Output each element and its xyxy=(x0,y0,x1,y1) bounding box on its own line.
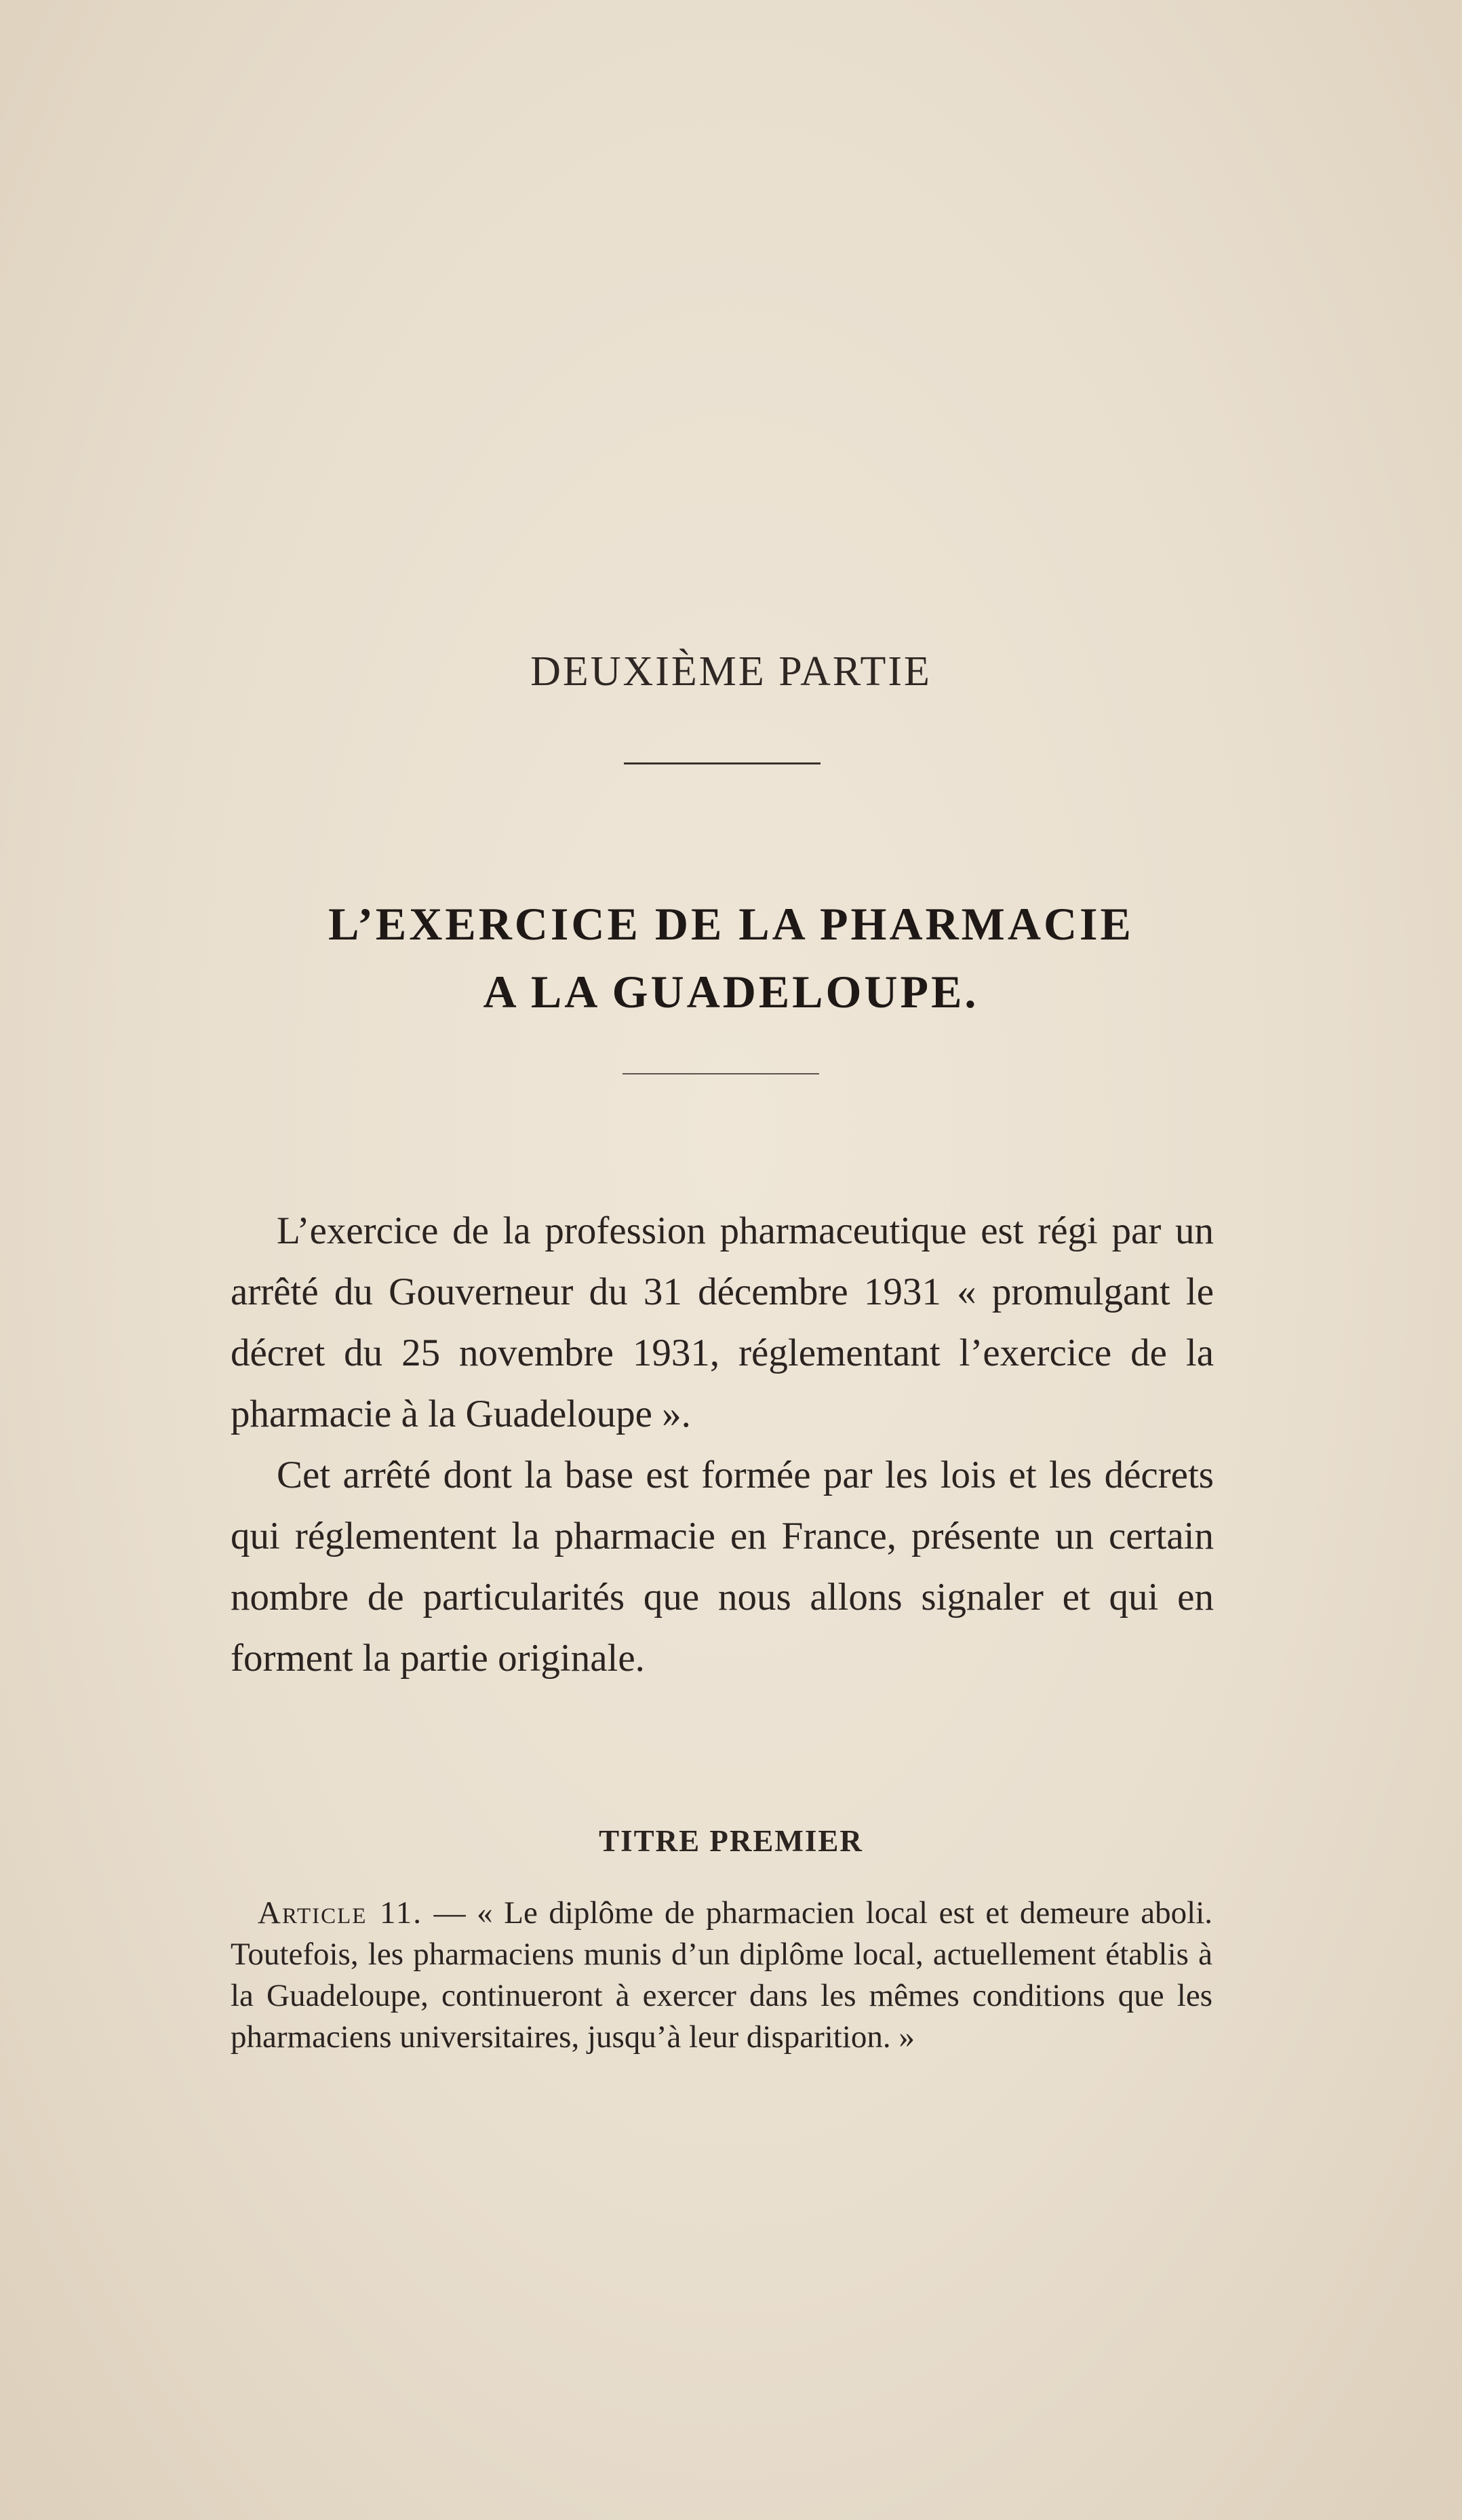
title-divider-top xyxy=(624,762,821,764)
title-divider-bottom xyxy=(623,1073,819,1074)
paragraph: Cet arrêté dont la base est formée par les lois et les décrets qui réglementent la pharmacie en France, présente un certain nombre de particularités que nous allons signaler et qui en forment la partie originale. xyxy=(231,1454,1214,1680)
article-label: Article 11. xyxy=(258,1895,423,1931)
chapter-title-line-1: L’EXERCICE DE LA PHARMACIE xyxy=(328,898,1134,950)
part-title: DEUXIÈME PARTIE xyxy=(530,648,932,695)
section-title: TITRE PREMIER xyxy=(599,1824,863,1858)
paragraph: L’exercice de la profession pharmaceutique est régi par un arrêté du Gouverneur du 31 décembre 1931 « promulgant le décret du 25 novembre 1931, réglementant l’exercice de la pharmacie à la Guadeloupe ». xyxy=(231,1209,1214,1435)
chapter-title xyxy=(0,890,1462,1026)
chapter-title-line-2: A LA GUADELOUPE. xyxy=(483,966,979,1017)
article-11 xyxy=(231,1893,1212,2058)
body-text xyxy=(231,1201,1214,1689)
article-text: — « Le diplôme de pharmacien local est et demeure aboli. Toutefois, les pharmaciens munis d’un diplôme local, actuellement établis à la Guadeloupe, continueront à exercer dans les mêmes conditions que les pharmaciens universitaires, jusqu’à leur disparition. » xyxy=(231,1895,1212,2055)
